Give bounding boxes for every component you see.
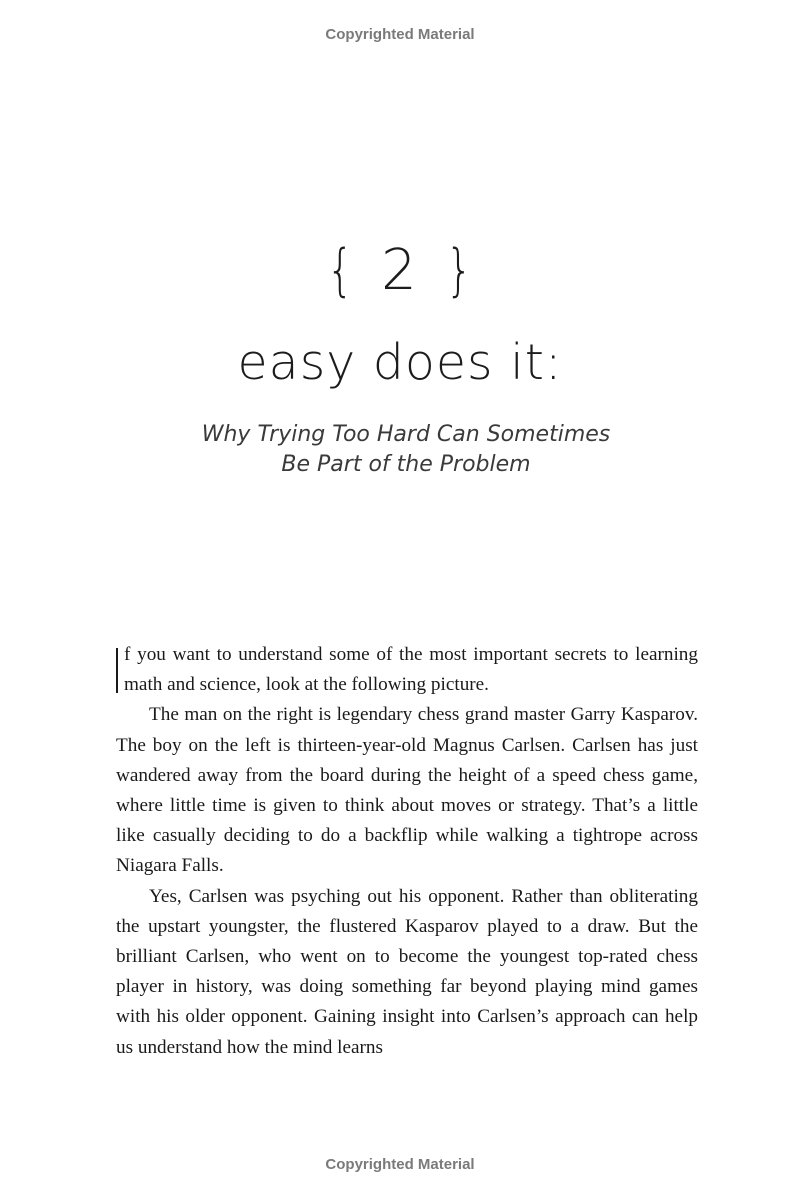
close-brace: } <box>445 238 474 303</box>
dropcap-letter-i <box>116 648 118 693</box>
open-brace: { <box>326 238 355 303</box>
body-paragraph-2: The man on the right is legendary chess grand master Garry Kasparov. The boy on the left is thirteen-year-old Magnus Carlsen. Carlsen has just wandered away from the board during the height of a speed chess game, where little time is given to think about moves or strategy. That’s a little like casually deciding to do a backflip while walking a tightrope across Niagara Falls. <box>116 704 698 877</box>
chapter-number-value: 2 <box>381 238 419 303</box>
chapter-body <box>116 640 698 1063</box>
opening-paragraph <box>116 640 698 700</box>
subtitle-line-2: Be Part of the Problem <box>281 452 531 477</box>
copyright-watermark-top: Copyrighted Material <box>325 26 475 43</box>
copyright-watermark-bottom: Copyrighted Material <box>325 1156 475 1173</box>
body-paragraph-3: Yes, Carlsen was psyching out his opponent. Rather than obliterating the upstart youngster, the flustered Kasparov played to a draw. But the brilliant Carlsen, who went on to become the youngest top-rated chess player in history, was doing something far beyond playing mind games with his older opponent. Gaining insight into Carlsen’s approach can help us understand how the mind learns <box>116 885 698 1058</box>
chapter-title: easy does it: <box>237 334 563 391</box>
chapter-subtitle <box>0 420 800 480</box>
subtitle-line-1: Why Trying Too Hard Can Sometimes <box>201 422 611 447</box>
opening-paragraph-text: f you want to understand some of the most important secrets to learning math and science, look at the following picture. <box>124 644 698 696</box>
chapter-number <box>0 238 800 303</box>
